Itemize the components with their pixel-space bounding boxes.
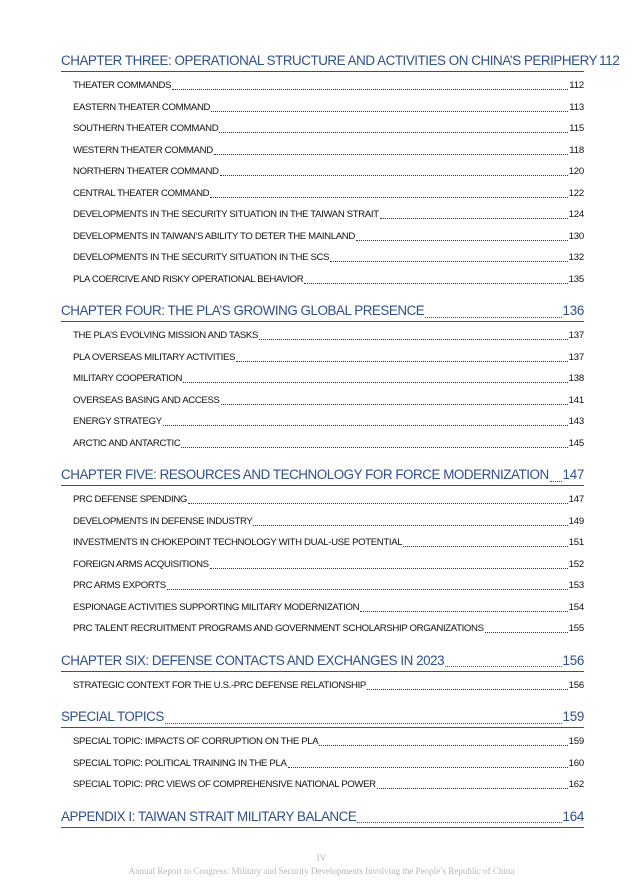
toc-entry-page: 155 <box>568 623 584 634</box>
toc-chapter-title: APPENDIX I: TAIWAN STRAIT MILITARY BALANCE <box>61 808 357 824</box>
toc-entry-title: DEVELOPMENTS IN TAIWAN’S ABILITY TO DETER THE MAINLAND <box>73 230 355 242</box>
toc-entry-page: 112 <box>569 80 584 91</box>
toc-entry[interactable] <box>73 118 584 140</box>
toc-entry[interactable] <box>73 161 584 183</box>
toc-entry[interactable] <box>73 575 584 597</box>
toc-entry-page: 153 <box>568 580 584 591</box>
toc-entry-title: PRC TALENT RECRUITMENT PROGRAMS AND GOVERNMENT SCHOLARSHIP ORGANIZATIONS <box>73 623 484 634</box>
toc-entry-page: 132 <box>568 252 584 263</box>
toc-entry[interactable] <box>73 140 584 162</box>
toc-entry-page: 135 <box>568 273 584 285</box>
toc-entry-page: 156 <box>568 679 584 691</box>
toc-section <box>61 49 620 290</box>
toc-entry-title: PRC ARMS EXPORTS <box>73 580 166 591</box>
toc-entry-page: 143 <box>568 416 584 427</box>
table-of-contents <box>61 49 620 837</box>
toc-entry-page: 137 <box>568 330 584 341</box>
toc-entry-title: THEATER COMMANDS <box>73 80 172 91</box>
dot-leader <box>367 689 568 690</box>
toc-entry[interactable] <box>73 554 584 576</box>
footer-page-number: IV <box>316 853 327 863</box>
toc-entry-title: THE PLA’S EVOLVING MISSION AND TASKS <box>73 330 259 341</box>
dot-leader <box>214 154 569 155</box>
toc-entry-title: ARCTIC AND ANTARCTIC <box>73 437 181 449</box>
toc-entry-page: 118 <box>569 144 584 156</box>
toc-chapter-page: 136 <box>562 303 584 318</box>
toc-chapter-heading[interactable] <box>61 649 584 673</box>
toc-chapter-page: 147 <box>562 467 584 482</box>
toc-entry-title: SPECIAL TOPIC: IMPACTS OF CORRUPTION ON THE PLA <box>73 736 319 747</box>
toc-chapter-title: CHAPTER THREE: OPERATIONAL STRUCTURE AND ACTIVITIES ON CHINA’S PERIPHERY <box>61 53 598 68</box>
toc-entry[interactable] <box>73 731 584 753</box>
toc-section <box>61 705 584 796</box>
footer-caption: Annual Report to Congress: Military and Security Developments Involving the People’s Republic of China <box>128 866 515 876</box>
toc-entry-page: 162 <box>568 779 584 790</box>
toc-entry[interactable] <box>73 247 584 269</box>
toc-entry-page: 159 <box>568 736 584 747</box>
toc-entry[interactable] <box>73 618 584 640</box>
toc-entry[interactable] <box>73 433 584 455</box>
toc-entry-title: OVERSEAS BASING AND ACCESS <box>73 394 220 406</box>
toc-entry[interactable] <box>73 753 584 775</box>
dot-leader <box>210 197 567 198</box>
toc-entry-page: 147 <box>568 494 584 505</box>
toc-entry-page: 113 <box>569 101 584 113</box>
dot-leader <box>163 425 568 426</box>
dot-leader <box>188 503 568 504</box>
toc-entry[interactable] <box>73 269 584 291</box>
toc-entry-title: SOUTHERN THEATER COMMAND <box>73 123 219 134</box>
dot-leader <box>181 447 567 448</box>
toc-entry-page: 138 <box>568 373 584 384</box>
toc-entry[interactable] <box>73 675 584 697</box>
toc-entry[interactable] <box>73 204 584 226</box>
toc-entry-title: SPECIAL TOPIC: POLITICAL TRAINING IN THE PLA <box>73 757 287 769</box>
toc-entry[interactable] <box>73 597 584 619</box>
dot-leader <box>550 481 562 482</box>
toc-entry-title: PLA OVERSEAS MILITARY ACTIVITIES <box>73 351 236 363</box>
dot-leader <box>377 788 568 789</box>
toc-entry-title: MILITARY COOPERATION <box>73 373 183 384</box>
toc-entry[interactable] <box>73 226 584 248</box>
toc-entry-title: PRC DEFENSE SPENDING <box>73 494 188 505</box>
toc-chapter-heading[interactable] <box>61 805 584 829</box>
toc-entry-page: 160 <box>568 757 584 769</box>
toc-entry-title: FOREIGN ARMS ACQUISITIONS <box>73 558 209 570</box>
toc-entry-title: ENERGY STRATEGY <box>73 416 162 427</box>
dot-leader <box>165 723 562 724</box>
dot-leader <box>236 361 567 362</box>
toc-entry[interactable] <box>73 511 584 533</box>
dot-leader <box>330 261 567 262</box>
toc-entry[interactable] <box>73 532 584 554</box>
dot-leader <box>221 404 568 405</box>
dot-leader <box>172 89 568 90</box>
toc-chapter-heading[interactable] <box>61 463 584 487</box>
toc-entry-title: WESTERN THEATER COMMAND <box>73 144 213 156</box>
dot-leader <box>259 339 568 340</box>
dot-leader <box>319 745 567 746</box>
dot-leader <box>380 218 568 219</box>
toc-entry-page: 151 <box>568 537 584 548</box>
dot-leader <box>211 111 568 112</box>
toc-entry-page: 120 <box>568 166 584 177</box>
toc-chapter-title: SPECIAL TOPICS <box>61 709 164 724</box>
toc-entry-title: EASTERN THEATER COMMAND <box>73 101 211 113</box>
dot-leader <box>219 132 568 133</box>
toc-entry-page: 154 <box>568 601 584 613</box>
toc-entry-title: NORTHERN THEATER COMMAND <box>73 166 219 177</box>
toc-entry[interactable] <box>73 183 584 205</box>
toc-chapter-page: 159 <box>562 709 584 724</box>
toc-chapter-title: CHAPTER FIVE: RESOURCES AND TECHNOLOGY FOR FORCE MODERNIZATION <box>61 467 549 482</box>
toc-chapter-title: CHAPTER FOUR: THE PLA’S GROWING GLOBAL PRESENCE <box>61 303 425 318</box>
toc-entry[interactable] <box>73 347 584 369</box>
dot-leader <box>445 666 561 667</box>
toc-entry-page: 149 <box>568 515 584 527</box>
toc-entry[interactable] <box>73 390 584 412</box>
toc-entry[interactable] <box>73 489 584 511</box>
dot-leader <box>403 546 567 547</box>
dot-leader <box>210 568 568 569</box>
toc-entry-title: DEVELOPMENTS IN DEFENSE INDUSTRY <box>73 515 253 527</box>
dot-leader <box>253 525 567 526</box>
dot-leader <box>357 822 561 823</box>
dot-leader <box>304 283 567 284</box>
dot-leader <box>220 175 568 176</box>
toc-entry[interactable] <box>73 411 584 433</box>
toc-entry-page: 141 <box>568 394 584 406</box>
toc-chapter-title: CHAPTER SIX: DEFENSE CONTACTS AND EXCHANGES IN 2023 <box>61 652 445 668</box>
toc-entry[interactable] <box>73 325 584 347</box>
dot-leader <box>485 632 568 633</box>
toc-chapter-page: 164 <box>562 808 584 824</box>
toc-chapter-heading[interactable] <box>61 705 584 729</box>
toc-entry-page: 115 <box>569 123 584 134</box>
toc-entry-page: 137 <box>568 351 584 363</box>
toc-entry[interactable] <box>73 368 584 390</box>
toc-section <box>61 649 584 697</box>
dot-leader <box>425 317 561 318</box>
toc-entry-page: 130 <box>568 230 584 242</box>
toc-entry-title: PLA COERCIVE AND RISKY OPERATIONAL BEHAVIOR <box>73 273 304 285</box>
toc-entry[interactable] <box>73 774 584 796</box>
toc-chapter-heading[interactable] <box>61 49 620 73</box>
toc-entry-title: ESPIONAGE ACTIVITIES SUPPORTING MILITARY MODERNIZATION <box>73 601 360 613</box>
toc-section <box>61 463 584 640</box>
toc-entry[interactable] <box>73 75 584 97</box>
toc-entry-title: SPECIAL TOPIC: PRC VIEWS OF COMPREHENSIVE NATIONAL POWER <box>73 779 376 790</box>
toc-entry-page: 124 <box>568 209 584 220</box>
toc-section <box>61 299 584 454</box>
toc-entry-title: DEVELOPMENTS IN THE SECURITY SITUATION IN THE SCS <box>73 252 330 263</box>
toc-entry-page: 152 <box>568 558 584 570</box>
toc-entry-title: CENTRAL THEATER COMMAND <box>73 187 210 199</box>
toc-entry-title: DEVELOPMENTS IN THE SECURITY SITUATION IN THE TAIWAN STRAIT <box>73 209 379 220</box>
toc-entry-title: INVESTMENTS IN CHOKEPOINT TECHNOLOGY WITH DUAL-USE POTENTIAL <box>73 537 403 548</box>
dot-leader <box>360 611 567 612</box>
dot-leader <box>356 240 568 241</box>
toc-chapter-page: 112 <box>599 53 620 68</box>
dot-leader <box>167 589 568 590</box>
toc-entry-page: 122 <box>568 187 584 199</box>
toc-entry-title: STRATEGIC CONTEXT FOR THE U.S.-PRC DEFENSE RELATIONSHIP <box>73 679 366 691</box>
toc-entry[interactable] <box>73 97 584 119</box>
toc-section <box>61 805 584 828</box>
dot-leader <box>288 767 568 768</box>
toc-entry-page: 145 <box>568 437 584 449</box>
dot-leader <box>183 382 568 383</box>
toc-chapter-heading[interactable] <box>61 299 584 323</box>
toc-chapter-page: 156 <box>562 652 584 668</box>
